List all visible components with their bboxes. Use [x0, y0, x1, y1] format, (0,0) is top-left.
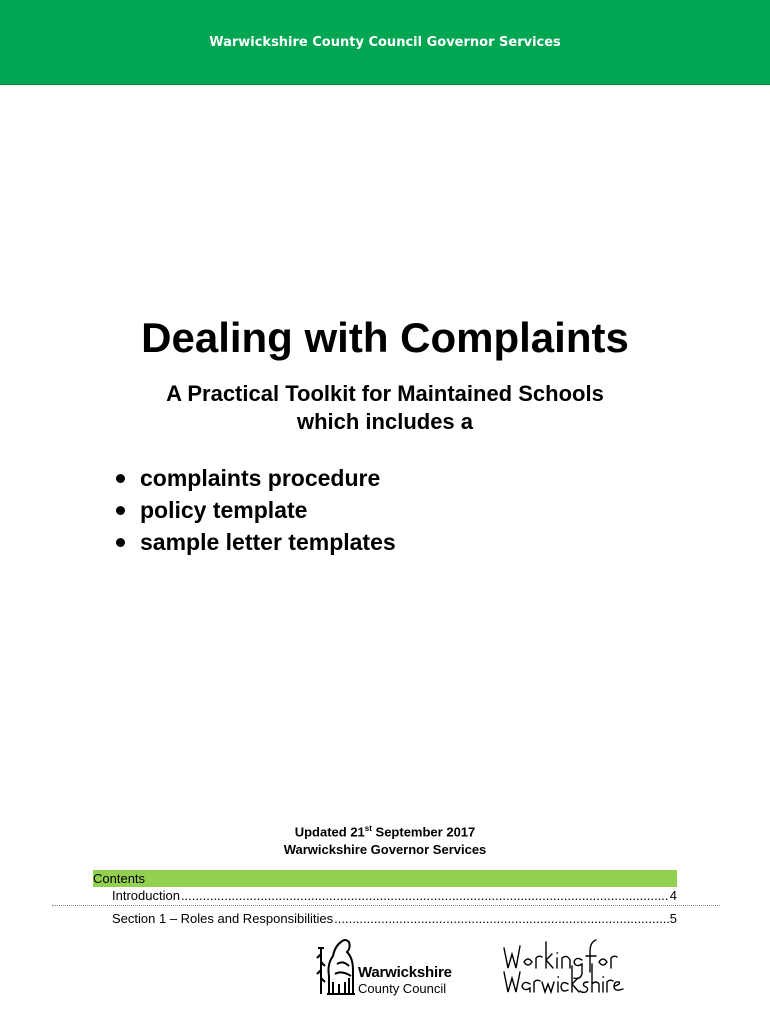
- list-item: [112, 462, 396, 494]
- toc-page-number: 5: [669, 911, 677, 926]
- bullet-icon: [116, 474, 125, 483]
- toc-label: Introduction: [112, 888, 180, 903]
- bullet-icon: [116, 538, 125, 547]
- working-for-warwickshire-signature: [496, 934, 626, 998]
- toc-entry-section-1[interactable]: [112, 910, 677, 927]
- subtitle-line-1: A Practical Toolkit for Maintained Schools: [166, 381, 604, 406]
- document-subtitle: [0, 380, 770, 436]
- document-title: Dealing with Complaints: [141, 314, 629, 361]
- logo-line-1: Warwickshire: [358, 964, 452, 981]
- toc-label: Section 1 – Roles and Responsibilities: [112, 911, 334, 926]
- bullet-icon: [116, 506, 125, 515]
- logo-line-2: County Council: [358, 981, 447, 996]
- toc-page-number: 4: [669, 888, 677, 903]
- update-notice: [0, 820, 770, 859]
- warwickshire-county-council-logo: [315, 934, 465, 996]
- updated-suffix: September 2017: [371, 824, 476, 840]
- feature-list: [112, 462, 396, 558]
- list-item-text: complaints procedure: [140, 465, 381, 491]
- updated-date: [0, 820, 770, 841]
- toc-entry-introduction[interactable]: [112, 887, 677, 904]
- list-item: [112, 526, 396, 558]
- signature-script-icon: [496, 934, 626, 998]
- header-title: Warwickshire County Council Governor Services: [209, 35, 561, 50]
- toc-leader: [181, 887, 669, 904]
- list-item: [112, 494, 396, 526]
- header-bar: [0, 0, 770, 85]
- list-item-text: sample letter templates: [140, 529, 396, 555]
- subtitle-line-2: which includes a: [296, 409, 474, 434]
- contents-heading: Contents: [93, 870, 677, 887]
- organisation-name: Warwickshire Governor Services: [283, 842, 487, 858]
- page-break-divider: [52, 905, 720, 906]
- bear-and-staff-icon: [315, 934, 357, 996]
- updated-prefix: Updated 21: [294, 824, 365, 840]
- date-ordinal: st: [364, 824, 372, 833]
- list-item-text: policy template: [140, 497, 308, 523]
- toc-leader: [334, 910, 669, 927]
